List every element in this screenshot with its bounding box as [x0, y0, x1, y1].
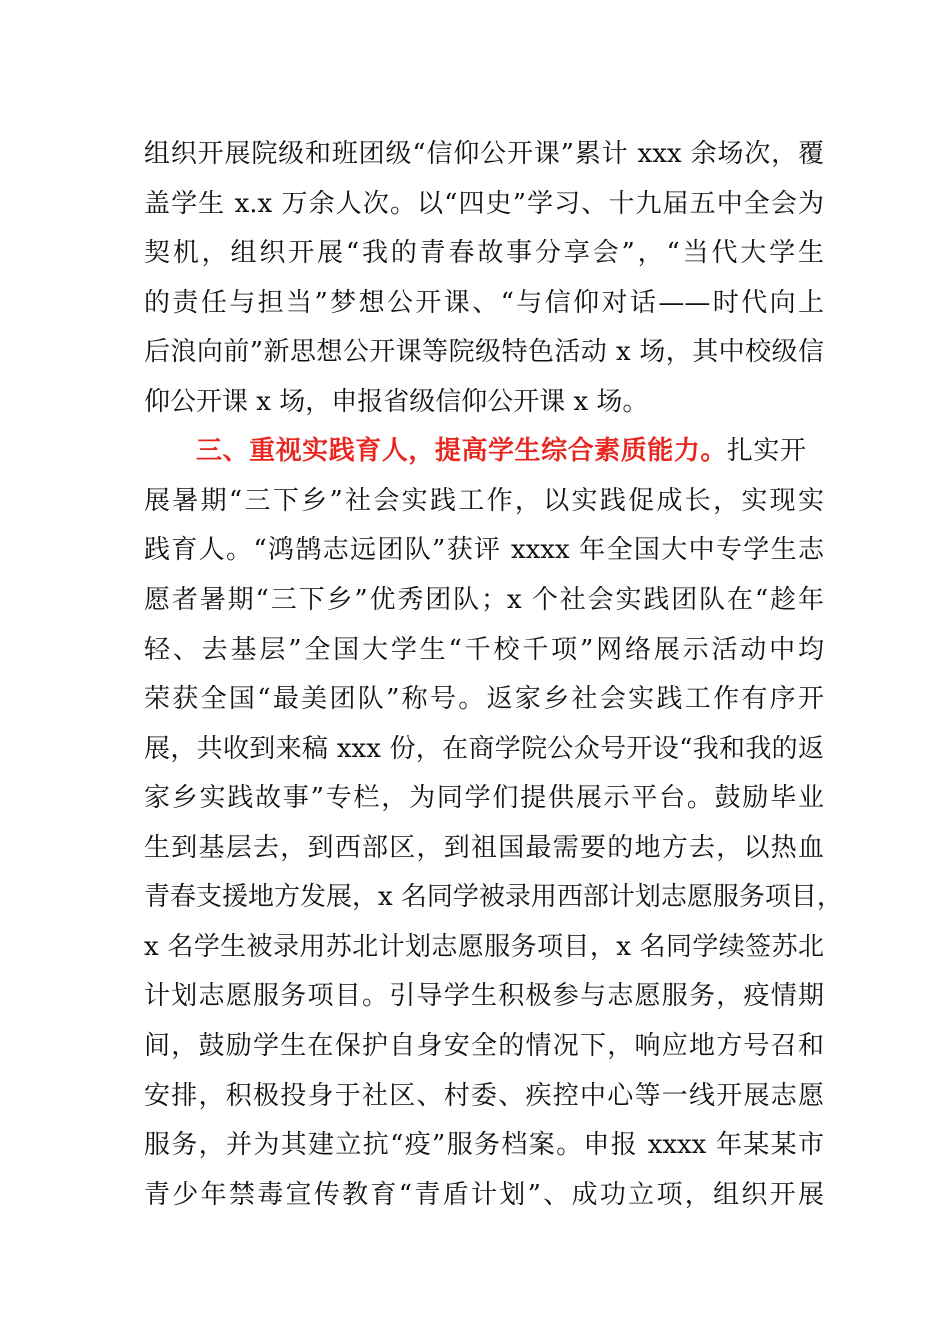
- paragraph-2-line: 荣获全国“最美团队”称号。返家乡社会实践工作有序开: [144, 684, 824, 714]
- paragraph-2-line: 青春支援地方发展，x 名同学被录用西部计划志愿服务项目，: [144, 882, 843, 912]
- paragraph-2-line: 生到基层去，到西部区，到祖国最需要的地方去，以热血: [144, 833, 824, 863]
- section-heading: 三、重视实践育人，提高学生综合素质能力。: [196, 436, 727, 466]
- paragraph-2-line: 展，共收到来稿 xxx 份，在商学院公众号开设“我和我的返: [144, 734, 824, 764]
- paragraph-2-first-line-rest: 扎实开: [726, 436, 806, 466]
- paragraph-2-line: 展暑期“三下乡”社会实践工作，以实践促成长，实现实: [144, 486, 824, 516]
- paragraph-2-line: 愿者暑期“三下乡”优秀团队；x 个社会实践团队在“趁年: [144, 585, 824, 615]
- paragraph-2-line: 轻、去基层”全国大学生“千校千项”网络展示活动中均: [144, 635, 824, 665]
- paragraph-2-line: 间，鼓励学生在保护自身安全的情况下，响应地方号召和: [144, 1031, 824, 1061]
- paragraph-2-line: 服务，并为其建立抗“疫”服务档案。申报 xxxx 年某某市: [144, 1130, 824, 1160]
- paragraph-2-line: 计划志愿服务项目。引导学生积极参与志愿服务，疫情期: [144, 981, 824, 1011]
- paragraph-1-line: 后浪向前”新思想公开课等院级特色活动 x 场，其中校级信: [144, 337, 824, 367]
- paragraph-1-line: 的责任与担当”梦想公开课、“与信仰对话——时代向上: [144, 288, 824, 318]
- paragraph-2-first-line: [196, 431, 806, 471]
- paragraph-1-line: 仰公开课 x 场，申报省级信仰公开课 x 场。: [144, 387, 649, 417]
- paragraph-2-line: 青少年禁毒宣传教育“青盾计划”、成功立项，组织开展: [144, 1180, 824, 1210]
- paragraph-2-line: 践育人。“鸿鹄志远团队”获评 xxxx 年全国大中专学生志: [144, 535, 824, 565]
- paragraph-1-line: 契机，组织开展“我的青春故事分享会”，“当代大学生: [144, 238, 824, 268]
- paragraph-2-line: 安排，积极投身于社区、村委、疾控中心等一线开展志愿: [144, 1081, 824, 1111]
- paragraph-2-line: x 名学生被录用苏北计划志愿服务项目，x 名同学续签苏北: [144, 932, 824, 962]
- paragraph-2-line: 家乡实践故事”专栏，为同学们提供展示平台。鼓励毕业: [144, 783, 824, 813]
- paragraph-1-line: 盖学生 x.x 万余人次。以“四史”学习、十九届五中全会为: [144, 189, 824, 219]
- paragraph-1-line: 组织开展院级和班团级“信仰公开课”累计 xxx 余场次，覆: [144, 139, 824, 169]
